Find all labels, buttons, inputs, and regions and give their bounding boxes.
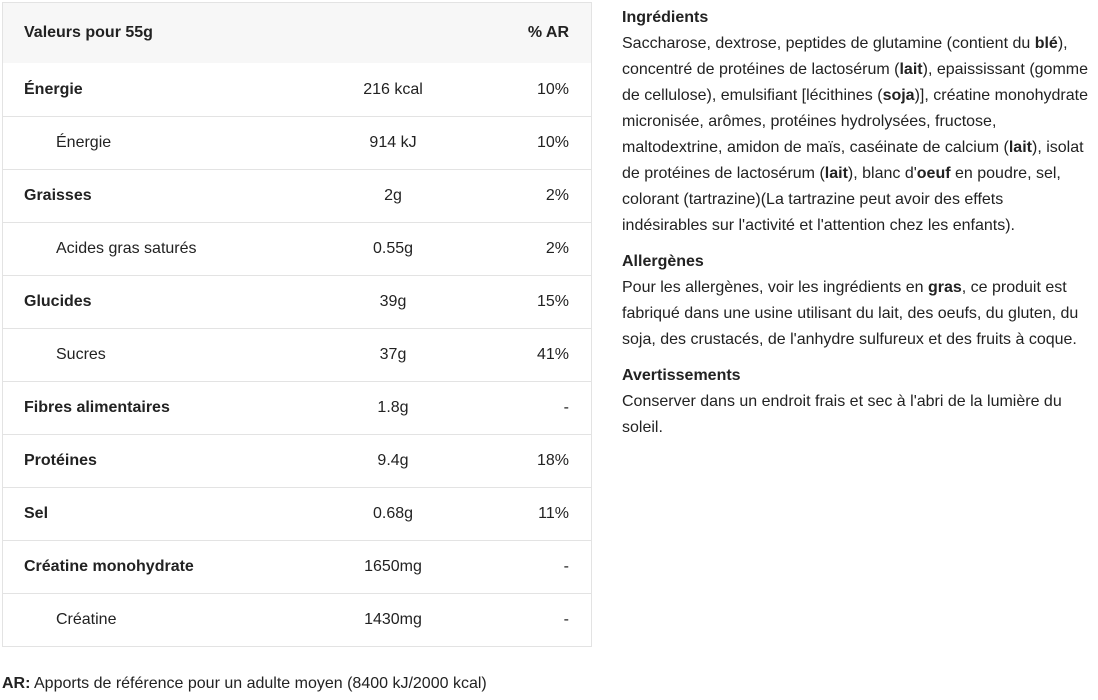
header-ar: % AR [527,24,569,41]
nutrient-name: Sel [24,505,49,522]
table-row [3,487,591,540]
bold-text: gras [927,279,962,296]
table-header [3,3,591,63]
table-row [3,222,591,275]
nutrient-amount: 216 kcal [363,80,423,98]
nutrient-ar: 18% [536,452,569,469]
nutrient-name: Graisses [24,187,92,204]
bold-text: lait [824,165,848,182]
nutrient-amount: 0.68g [372,505,414,522]
text-segment: en poudre, sel, colorant (tartrazine)(La tartrazine peut avoir des effets indésirables sur l'activité et l'attention chez les enfants). [622,165,1061,234]
header-label: Valeurs pour 55g [24,24,153,41]
nutrient-name: Créatine [56,611,117,628]
nutrient-ar: - [563,399,569,416]
text-segment: ), concentré de protéines de lactosérum ( [622,35,1068,78]
nutrient-ar: 10% [536,80,569,98]
bold-text: oeuf [916,165,951,182]
nutrient-name: Glucides [24,293,92,310]
allergens-title: Allergènes [622,253,704,270]
table-row [3,540,591,593]
nutrient-ar: 2% [545,240,569,257]
ingredients-text [622,31,1092,239]
warnings-text [622,389,1092,441]
table-row [3,328,591,381]
text-segment: )], créatine monohydrate micronisée, arômes, protéines hydrolysées, fructose, maltodextrine, amidon de maïs, caséinate de calcium ( [622,87,1088,156]
nutrient-amount: 0.55g [372,240,414,257]
nutrient-name: Énergie [24,80,83,98]
table-row [3,169,591,222]
product-info [622,5,1092,451]
nutrient-amount: 9.4g [377,452,409,469]
bold-text: lait [899,61,923,78]
allergens-text [622,275,1092,353]
text-segment: , ce produit est fabriqué dans une usine utilisant du lait, des oeufs, du gluten, du soja, des crustacés, de l'anhydre sulfureux et des fruits à coque. [622,279,1079,348]
nutrient-ar: - [563,558,569,575]
nutrient-ar: 11% [538,505,569,522]
nutrient-amount: 1650mg [364,558,422,575]
table-row [3,381,591,434]
nutrient-ar: 10% [536,134,569,151]
nutrient-ar: - [563,611,569,628]
nutrient-ar: 41% [536,346,569,363]
text-segment: ), isolat de protéines de lactosérum ( [622,139,1084,182]
nutrient-name: Créatine monohydrate [24,558,194,575]
table-row [3,116,591,169]
nutrition-table [2,2,592,647]
nutrient-name: Acides gras saturés [56,240,197,257]
warnings-title: Avertissements [622,367,741,384]
nutrient-ar: 2% [545,187,569,204]
nutrient-name: Énergie [56,134,112,151]
table-row [3,593,591,646]
text-segment: ), epaississant (gomme de cellulose), emulsifiant [lécithines ( [622,61,1088,104]
nutrient-amount: 39g [379,293,407,310]
table-body [3,63,591,646]
footnote-label: AR: [2,675,31,692]
nutrient-name: Fibres alimentaires [24,399,170,416]
nutrient-amount: 1.8g [377,399,409,416]
text-segment: ), blanc d' [847,165,917,182]
table-row [3,63,591,116]
text-segment: Conserver dans un endroit frais et sec à l'abri de la lumière du soleil. [622,393,1062,436]
nutrient-ar: 15% [536,293,569,310]
nutrient-amount: 1430mg [364,611,422,628]
nutrient-amount: 2g [384,187,402,204]
bold-text: blé [1034,35,1058,52]
warnings-section [622,363,1092,441]
nutrient-amount: 37g [379,346,407,363]
allergens-section [622,249,1092,353]
nutrient-name: Sucres [56,346,106,363]
bold-text: soja [882,87,915,104]
nutrient-amount: 914 kJ [369,134,417,151]
text-segment: Pour les allergènes, voir les ingrédients en [622,279,928,296]
ingredients-title: Ingrédients [622,9,709,26]
ingredients-section [622,5,1092,239]
nutrient-name: Protéines [24,452,97,469]
table-row [3,434,591,487]
table-row [3,275,591,328]
footnote [2,675,487,693]
bold-text: lait [1008,139,1032,156]
footnote-text: Apports de référence pour un adulte moyen (8400 kJ/2000 kcal) [30,675,487,692]
text-segment: Saccharose, dextrose, peptides de glutamine (contient du [622,35,1035,52]
